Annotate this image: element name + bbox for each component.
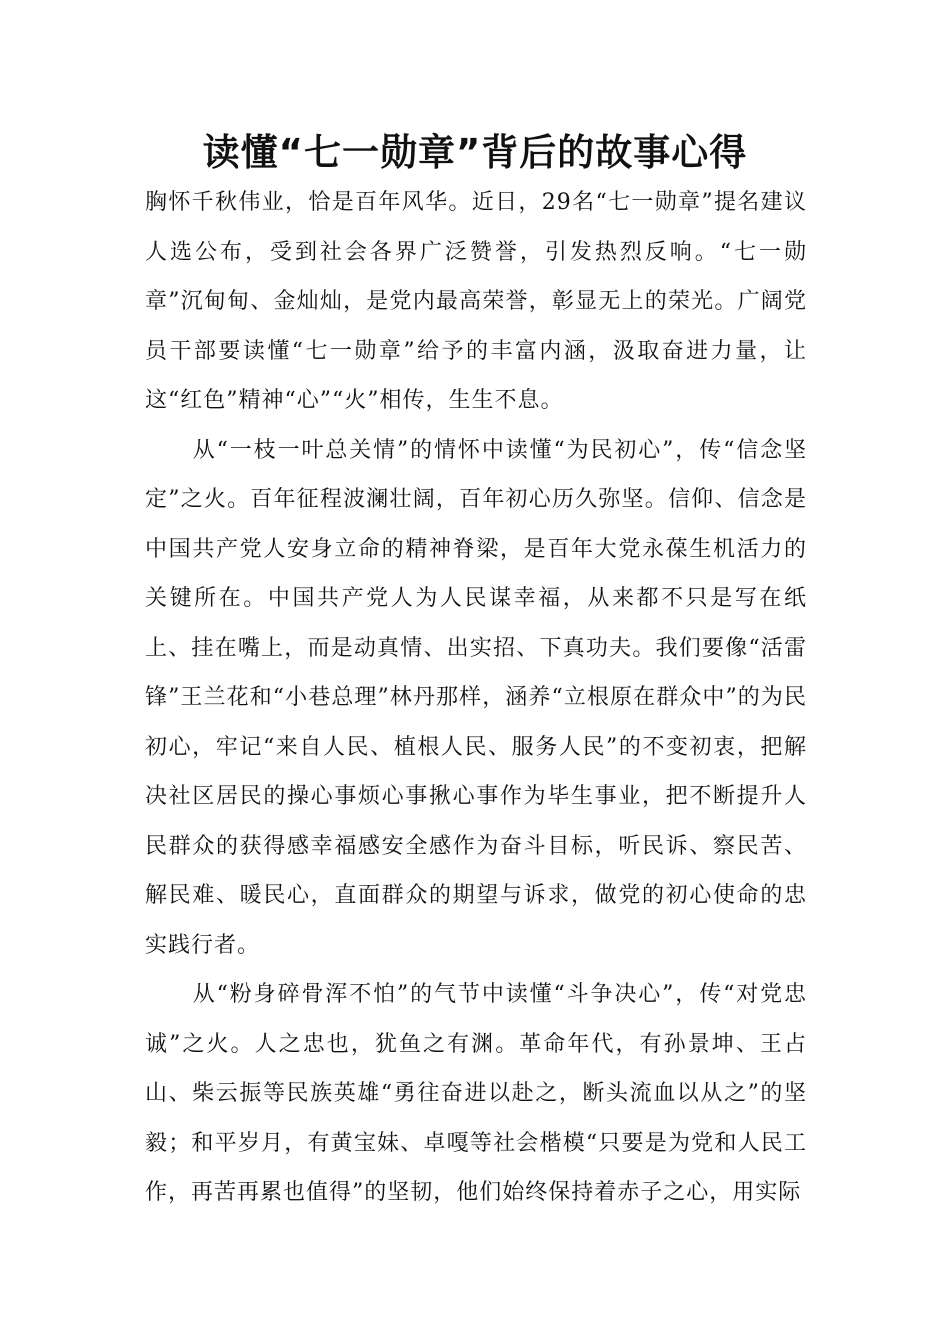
paragraph-initial-aspiration: 从“一枝一叶总关情”的情怀中读懂“为民初心”，传“信念坚定”之火。百年征程波澜壮阔，百年初心历久弥坚。信仰、信念是中国共产党人安身立命的精神脊梁，是百年大党永葆生机活力的关键所在。中国共产党人为人民谋幸福，从来都不只是写在纸上、挂在嘴上，而是动真情、出实招、下真功夫。我们要像“活雷锋”王兰花和“小巷总理”林丹那样，涵养“立根原在群众中”的为民初心，牢记“来自人民、植根人民、服务人民”的不变初衷，把解决社区居民的操心事烦心事揪心事作为毕生事业，把不断提升人民群众的获得感幸福感安全感作为奋斗目标，听民诉、察民苦、解民难、暖民心，直面群众的期望与诉求，做党的初心使命的忠实践行者。 (145, 437, 807, 958)
paragraph-loyalty: 从“粉身碎骨浑不怕”的气节中读懂“斗争决心”，传“对党忠诚”之火。人之忠也，犹鱼之有渊。革命年代，有孙景坤、王占山、柴云振等民族英雄“勇往奋进以赴之，断头流血以从之”的坚毅；和平岁月，有黄宝妹、卓嘎等社会楷模“只要是为党和人民工作，再苦再累也值得”的坚韧，他们始终保持着赤子之心，用实际 (145, 982, 807, 1205)
paragraph-intro: 胸怀千秋伟业，恰是百年风华。近日，29名“七一勋章”提名建议人选公布，受到社会各界广泛赞誉，引发热烈反响。“七一勋章”沉甸甸、金灿灿，是党内最高荣誉，彰显无上的荣光。广阔党员干部要读懂“七一勋章”给予的丰富内涵，汲取奋进力量，让这“红色”精神“心”“火”相传，生生不息。 (145, 190, 807, 413)
document-body (145, 178, 807, 1218)
document-title: 读懂“七一勋章”背后的故事心得 (202, 131, 748, 174)
